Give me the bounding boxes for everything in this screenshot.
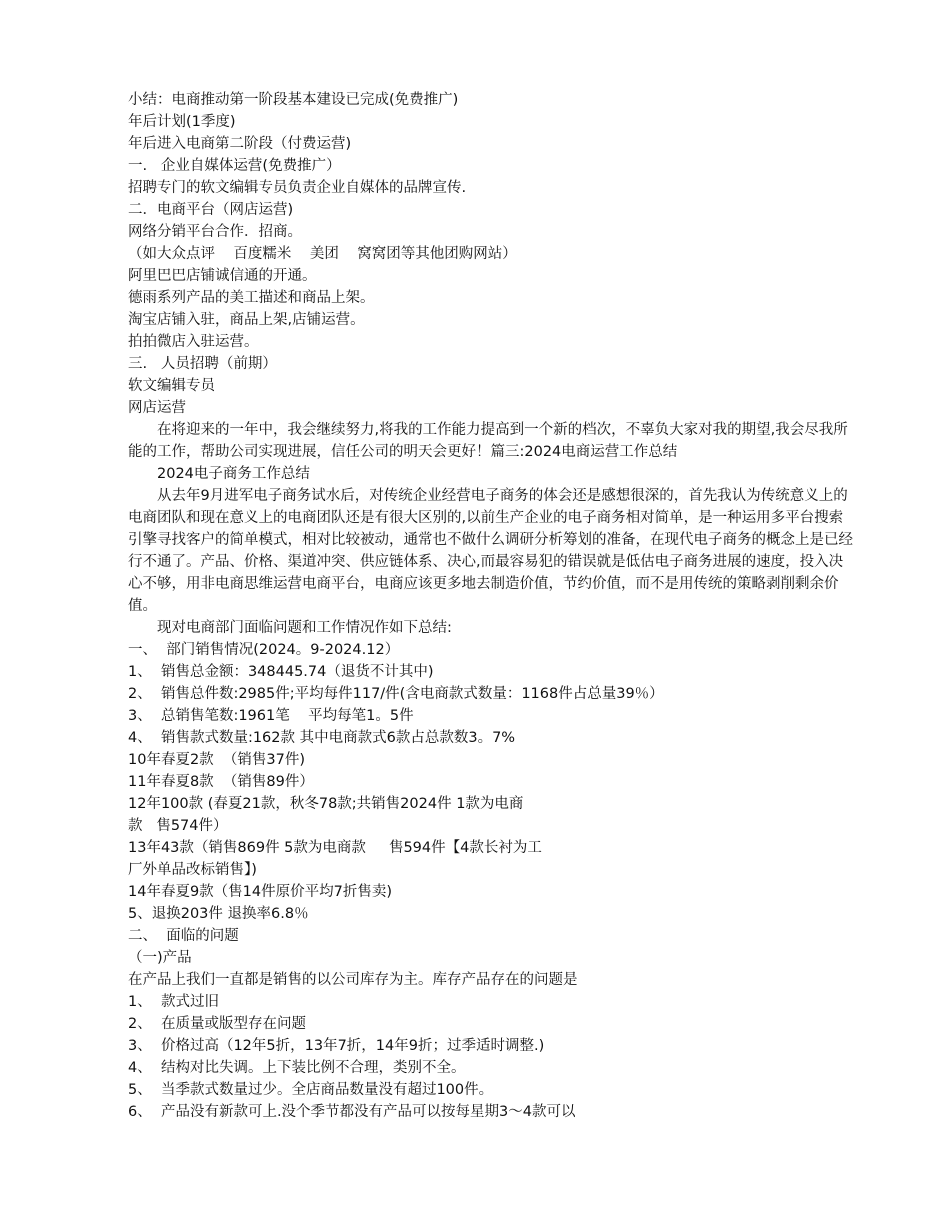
text-line: 软文编辑专员 [128, 378, 215, 394]
list-item: 款 售574件） [128, 818, 228, 834]
list-item: 14年春夏9款（售14件原价平均7折售卖) [128, 884, 393, 900]
list-item: 11年春夏8款 （销售89件） [128, 774, 314, 790]
list-item: 1、 款式过旧 [128, 994, 219, 1010]
text-line: 淘宝店铺入驻，商品上架,店铺运营。 [128, 312, 365, 328]
list-item: 4、 销售款式数量:162款 其中电商款式6款占总款数3。7% [128, 730, 516, 746]
plan-heading: 年后计划(1季度) [128, 114, 236, 130]
text-line: 拍拍微店入驻运营。 [128, 334, 259, 350]
list-item: 2、 在质量或版型存在问题 [128, 1016, 306, 1032]
document-title: 2024电子商务工作总结 [157, 466, 310, 482]
list-item: 13年43款（销售869件 5款为电商款 售594件【4款长衬为工 [128, 840, 542, 856]
list-item: 12年100款 (春夏21款，秋冬78款;共销售2024件 1款为电商 [128, 796, 524, 812]
section-heading: 三. 人员招聘（前期） [128, 356, 277, 372]
text-line: 招聘专门的软文编辑专员负责企业自媒体的品牌宣传. [128, 180, 467, 196]
text-line: 网店运营 [128, 400, 186, 416]
text-line: （如大众点评 百度糯米 美团 窝窝团等其他团购网站） [128, 246, 517, 262]
list-item: 3、 总销售笔数:1961笔 平均每笔1。5件 [128, 708, 414, 724]
document-body [128, 89, 853, 1123]
list-item: 5、 当季款式数量过少。全店商品数量没有超过100件。 [128, 1082, 494, 1098]
paragraph-outlook: 在将迎来的一年中，我会继续努力,将我的工作能力提高到一个新的档次，不辜负大家对我的期望,我会尽我所能的工作，帮助公司实现进展，信任公司的明天会更好！篇三:2024电商运营工作总结 [128, 422, 848, 460]
text-line: 年后进入电商第二阶段（付费运营) [128, 136, 352, 152]
sales-heading: 一、 部门销售情况(2024。9-2024.12） [128, 642, 400, 658]
section-heading: 一. 企业自媒体运营(免费推广） [128, 158, 341, 174]
subsection-heading: （一)产品 [128, 950, 192, 966]
list-item: 厂外单品改标销售】) [128, 862, 257, 878]
list-item: 4、 结构对比失调。上下装比例不合理，类别不全。 [128, 1060, 466, 1076]
list-item: 10年春夏2款 （销售37件) [128, 752, 306, 768]
paragraph-intro: 从去年9月进军电子商务试水后，对传统企业经营电子商务的体会还是感想很深的，首先我认为传统意义上的电商团队和现在意义上的电商团队还是有很大区别的,以前生产企业的电子商务相对简单，是一种运用多平台搜索引擎寻找客户的简单模式，相对比较被动，通常也不做什么调研分析筹划的准备，在现代电子商务的概念上是已经行不通了。产品、价格、渠道冲突、供应链体系、决心,而最容易犯的错误就是低估电子商务进展的速度，投入决心不够，用非电商思维运营电商平台，电商应该更多地去制造价值，节约价值，而不是用传统的策略剥削剩余价值。 [128, 488, 853, 614]
text-line: 网络分销平台合作．招商。 [128, 224, 302, 240]
list-item: 5、退换203件 退换率6.8％ [128, 906, 309, 922]
text-line: 阿里巴巴店铺诚信通的开通。 [128, 268, 317, 284]
list-item: 6、 产品没有新款可上.没个季节都没有产品可以按每星期3～4款可以 [128, 1104, 576, 1120]
paragraph-summary-intro: 现对电商部门面临问题和工作情况作如下总结: [157, 620, 452, 636]
text-line: 在产品上我们一直都是销售的以公司库存为主。库存产品存在的问题是 [128, 972, 578, 988]
text-line: 德雨系列产品的美工描述和商品上架。 [128, 290, 375, 306]
list-item: 3、 价格过高（12年5折，13年7折，14年9折；过季适时调整.) [128, 1038, 545, 1054]
section-heading: 二．电商平台（网店运营) [128, 202, 294, 218]
summary-line: 小结：电商推动第一阶段基本建设已完成(免费推广) [128, 92, 459, 108]
list-item: 1、 销售总金额：348445.74（退货不计其中) [128, 664, 434, 680]
section-heading: 二、 面临的问题 [128, 928, 239, 944]
list-item: 2、 销售总件数:2985件;平均每件117/件(含电商款式数量：1168件占总量39％） [128, 686, 664, 702]
